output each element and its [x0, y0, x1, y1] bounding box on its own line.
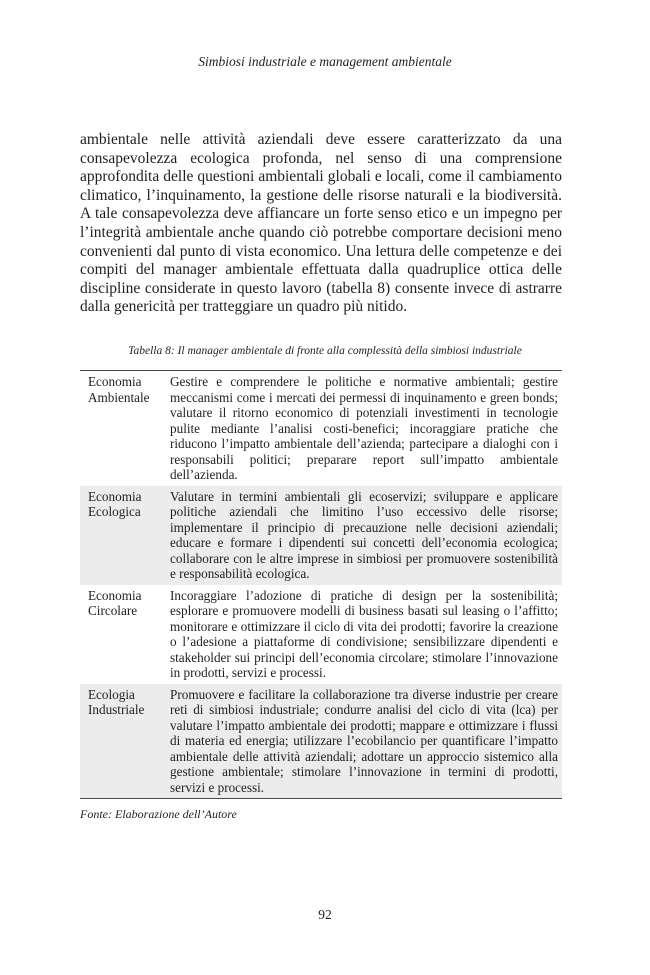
body-paragraph: ambientale nelle attività aziendali deve essere caratterizzato da una consapevolezza ecologica profonda, nel senso di una comprensione approfondita delle questioni ambientali globali e locali, come il cambiamento climatico, l’inquinamento, la gestione delle risorse naturali e la biodiversità. A tale consapevolezza deve affiancare un forte senso etico e un impegno per l’integrità ambientale anche quando ciò potrebbe comportare decisioni meno convenienti dal punto di vista economico. Una lettura delle competenze e dei compiti del manager ambientale effettuata dalla quadruplice ottica delle discipline considerate in questo lavoro (tabella 8) consente invece di astrarre dalla genericità per tratteggiare un quadro più nitido.: [80, 131, 562, 316]
row-label: Economia Ambientale: [88, 374, 150, 405]
table-row: [80, 684, 562, 799]
table-caption: Tabella 8: Il manager ambientale di fronte alla complessità della simbiosi industriale: [128, 345, 522, 357]
running-header: Simbiosi industriale e management ambientale: [198, 54, 452, 69]
table-row: [80, 486, 562, 585]
row-label: Economia Circolare: [88, 587, 142, 618]
row-text: Incoraggiare l’adozione di pratiche di design per la sostenibilità; esplorare e promuovere modelli di business basati sul leasing o l’affitto; monitorare e ottimizzare il ciclo di vita dei prodotti; favorire la creazione o l’adesione a piattaforme di condivisione; sensibilizzare dipendenti e stakeholder sui principi dell’economia circolare; stimolare l’innovazione in prodotti, servizi e processi.: [170, 587, 558, 680]
table-source: Fonte: Elaborazione dell’Autore: [80, 807, 237, 821]
table-row: [80, 371, 562, 486]
competence-table: [80, 370, 562, 799]
row-text: Valutare in termini ambientali gli ecoservizi; sviluppare e applicare politiche aziendali che limitino l’uso eccessivo delle risorse; implementare il principio di precauzione nelle decisioni aziendali; educare e formare i dipendenti sui concetti dell’economia ecologica; collaborare con le altre imprese in simbiosi per promuovere sostenibilità e responsabilità ecologica.: [170, 488, 558, 581]
row-label: Economia Ecologica: [88, 488, 142, 519]
row-text: Promuovere e facilitare la collaborazione tra diverse industrie per creare reti di simbiosi industriale; condurre analisi del ciclo di vita (lca) per valutare l’impatto ambientale dei prodotti; mappare e ottimizzare i flussi di materia ed energia; utilizzare l’ecobilancio per quantificare l’impatto ambientale delle attività aziendali; adottare un approccio sistemico alla gestione ambientale; stimolare l’innovazione in termini di prodotti, servizi e processi.: [170, 686, 558, 795]
row-label: Ecologia Industriale: [88, 686, 145, 717]
row-text: Gestire e comprendere le politiche e normative ambientali; gestire meccanismi come i mercati dei permessi di inquinamento e green bonds; valutare il ritorno economico di potenziali investimenti in tecnologie pulite mediante l’analisi costi-benefici; incoraggiare pratiche che riducono l’impatto ambientale dell’azienda; partecipare a dialoghi con i responsabili politici; preparare report sull’impatto ambientale dell’azienda.: [170, 374, 558, 482]
page-number: 92: [318, 907, 332, 922]
table-row: [80, 585, 562, 684]
